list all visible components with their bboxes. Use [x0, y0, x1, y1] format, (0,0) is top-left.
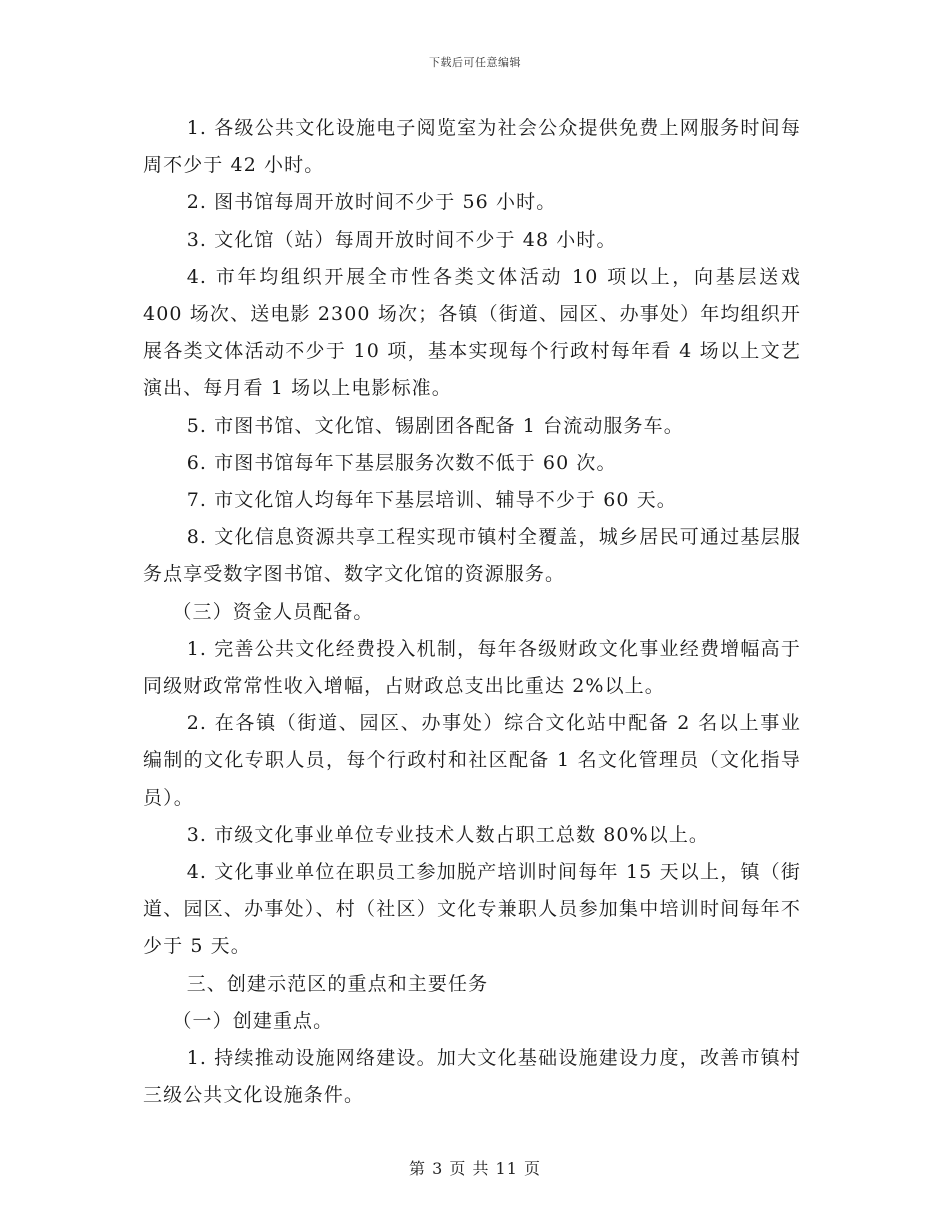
paragraph-9: 1. 完善公共文化经费投入机制，每年各级财政文化事业经费增幅高于同级财政常常性收入增幅，占财政总支出比重达 2%以上。 — [143, 637, 801, 698]
section-heading-focus: （一）创建重点。 — [172, 1009, 334, 1032]
page-number-footer: 第 3 页 共 11 页 — [409, 1159, 541, 1178]
document-body — [143, 110, 801, 1114]
paragraph-3: 3. 文化馆（站）每周开放时间不少于 48 小时。 — [186, 228, 617, 251]
paragraph-12: 4. 文化事业单位在职员工参加脱产培训时间每年 15 天以上，镇（街道、园区、办事处）、村（社区）文化专兼职人员参加集中培训时间每年不少于 5 天。 — [143, 861, 801, 958]
paragraph-11: 3. 市级文化事业单位专业技术人数占职工总数 80%以上。 — [186, 823, 710, 846]
paragraph-1: 1. 各级公共文化设施电子阅览室为社会公众提供免费上网服务时间每周不少于 42 小时。 — [143, 117, 801, 177]
paragraph-6: 6. 市图书馆每年下基层服务次数不低于 60 次。 — [186, 451, 617, 474]
paragraph-10: 2. 在各镇（街道、园区、办事处）综合文化站中配备 2 名以上事业编制的文化专职人员，每个行政村和社区配备 1 名文化管理员（文化指导员）。 — [143, 712, 801, 809]
section-heading-funding-staff: （三）资金人员配备。 — [172, 600, 374, 623]
paragraph-8: 8. 文化信息资源共享工程实现市镇村全覆盖，城乡居民可通过基层服务点享受数字图书馆、数字文化馆的资源服务。 — [143, 526, 801, 586]
paragraph-7: 7. 市文化馆人均每年下基层培训、辅导不少于 60 天。 — [186, 489, 677, 512]
paragraph-5: 5. 市图书馆、文化馆、锡剧团各配备 1 台流动服务车。 — [186, 414, 684, 437]
paragraph-4: 4. 市年均组织开展全市性各类文体活动 10 项以上，向基层送戏 400 场次、送电影 2300 场次；各镇（街道、园区、办事处）年均组织开展各类文体活动不少于 10 项，基本实现每个行政村每年看 4 场以上文艺演出、每月看 1 场以上电影标准。 — [143, 265, 801, 400]
header-note: 下载后可任意编辑 — [429, 56, 521, 69]
paragraph-2: 2. 图书馆每周开放时间不少于 56 小时。 — [186, 191, 557, 214]
section-heading-key-tasks: 三、创建示范区的重点和主要任务 — [186, 972, 489, 995]
paragraph-13: 1. 持续推动设施网络建设。加大文化基础设施建设力度，改善市镇村三级公共文化设施条件。 — [143, 1047, 801, 1107]
